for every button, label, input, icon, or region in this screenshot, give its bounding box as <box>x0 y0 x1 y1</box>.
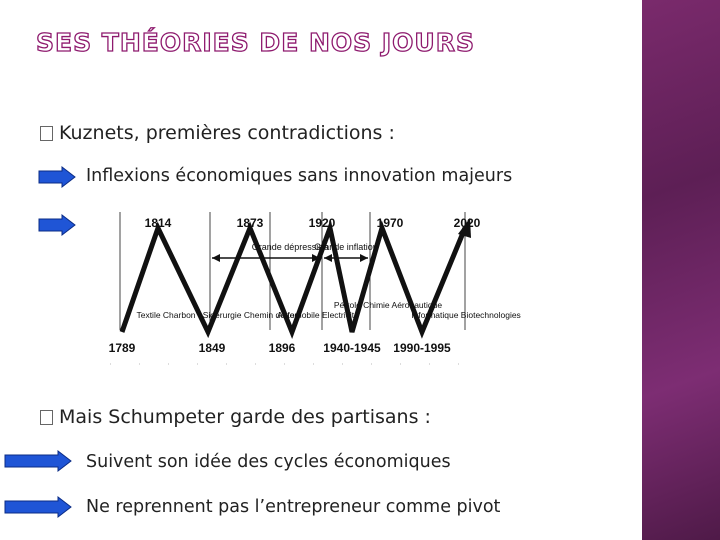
trough-year: 1789 <box>108 341 136 355</box>
peak-year: 1920 <box>308 216 336 230</box>
arrow-right-icon <box>4 450 72 472</box>
peak-year: 1873 <box>236 216 264 230</box>
decorative-sidebar <box>642 0 720 540</box>
arrow-right-icon <box>4 496 72 518</box>
crisis-label: Grande dépression <box>251 242 329 252</box>
trough-year: 1849 <box>198 341 226 355</box>
trough-year: 1940-1945 <box>323 341 381 355</box>
innovation-label: Automobile Electricité <box>277 310 359 320</box>
trough-year: 1990-1995 <box>393 341 451 355</box>
bullet-kuznets <box>40 122 395 144</box>
kondratiev-cycles-diagram <box>100 200 521 370</box>
sub-item: Suivent son idée des cycles économiques <box>86 452 451 472</box>
bullet-text: Kuznets, premières contradictions : <box>59 122 395 144</box>
peak-year: 1970 <box>376 216 404 230</box>
sub-item: Ne reprennent pas l’entrepreneur comme pivot <box>86 497 501 517</box>
trough-year: 1896 <box>268 341 296 355</box>
innovation-label: Textile Charbon <box>136 310 196 320</box>
bullet-schumpeter <box>40 406 431 428</box>
innovation-label: Pétrole Chimie Aéronautique <box>333 300 443 310</box>
slide-title: SES THÉORIES DE NOS JOURS <box>36 28 475 57</box>
bullet-box-icon <box>40 126 53 141</box>
peak-year: 2020 <box>453 216 481 230</box>
sub-item: Inflexions économiques sans innovation majeurs <box>86 166 513 186</box>
bullet-text: Mais Schumpeter garde des partisans : <box>59 406 431 428</box>
innovation-label: Sidérurgie Chemin de fer <box>202 310 298 320</box>
bullet-box-icon <box>40 410 53 425</box>
peak-year: 1814 <box>144 216 172 230</box>
arrow-right-icon <box>38 166 76 188</box>
crisis-label: Grande inflation <box>314 242 378 252</box>
arrow-right-icon <box>38 214 76 236</box>
innovation-label: Informatique Biotechnologies <box>411 310 521 320</box>
